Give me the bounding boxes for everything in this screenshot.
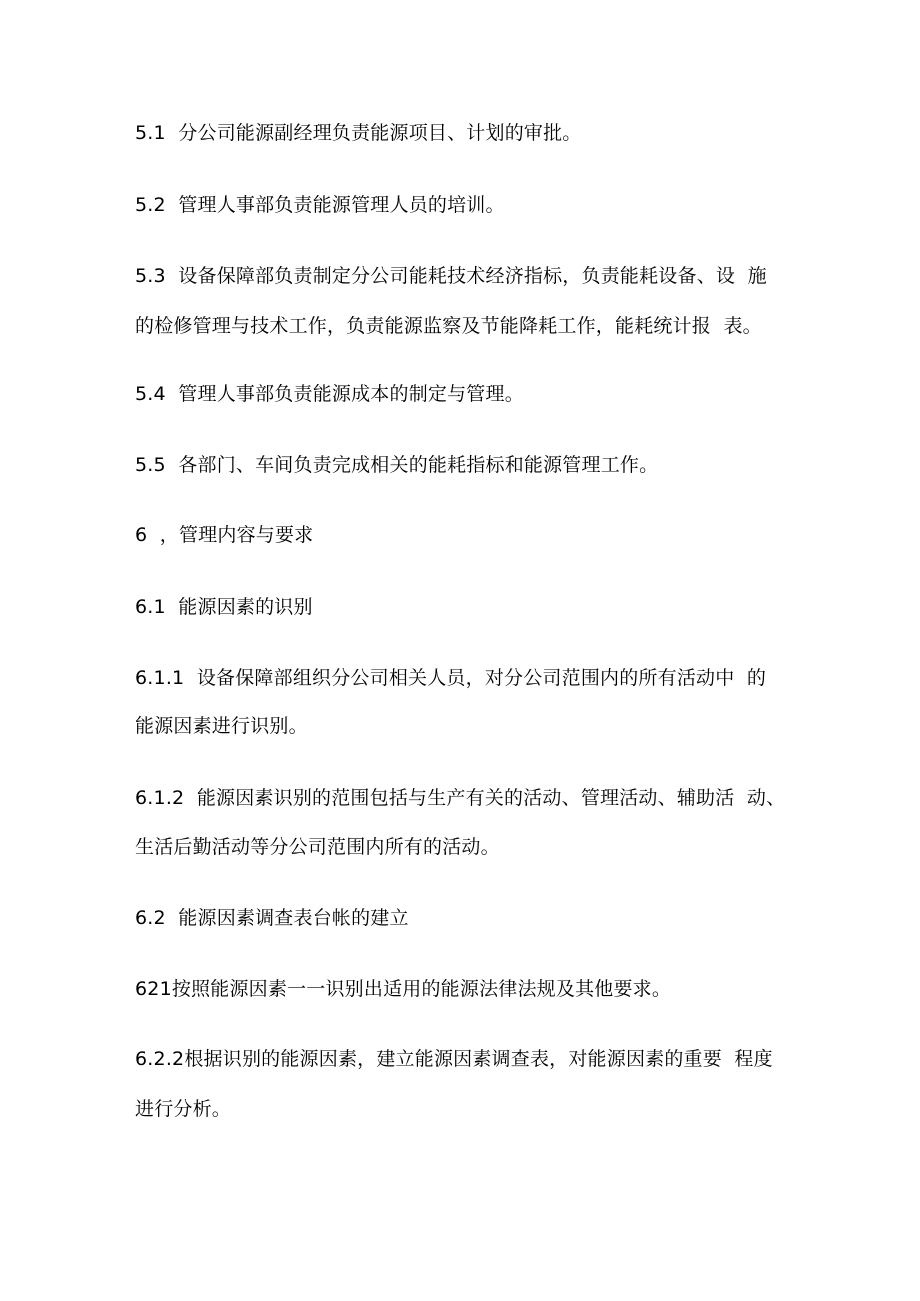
text-line-6-1-1: 6.1.1 设备保障部组织分公司相关人员，对分公司范围内的所有活动中 的 (135, 667, 767, 689)
text-line-6-2-1: 621按照能源因素一一识别出适用的能源法律法规及其他要求。 (135, 978, 672, 1000)
text-line-5-1: 5.1 分公司能源副经理负责能源项目、计划的审批。 (135, 122, 582, 144)
section-heading-6: 6 ，管理内容与要求 (135, 524, 314, 546)
text-line-6-1-1-continued: 能源因素进行识别。 (135, 715, 308, 737)
text-line-5-3: 5.3 设备保障部负责制定分公司能耗技术经济指标，负责能耗设备、设 施 (135, 265, 767, 287)
text-line-5-3-continued: 的检修管理与技术工作，负责能源监察及节能降耗工作，能耗统计报 表。 (135, 315, 762, 337)
text-line-5-5: 5.5 各部门、车间负责完成相关的能耗指标和能源管理工作。 (135, 454, 659, 476)
text-line-5-2: 5.2 管理人事部负责能源管理人员的培训。 (135, 194, 505, 216)
section-heading-6-2: 6.2 能源因素调查表台帐的建立 (135, 907, 409, 929)
text-line-6-1-2: 6.1.2 能源因素识别的范围包括与生产有关的活动、管理活动、辅助活 动、 (135, 787, 786, 809)
text-line-6-1-2-continued: 生活后勤活动等分公司范围内所有的活动。 (135, 836, 500, 858)
text-line-6-2-2: 6.2.2根据识别的能源因素，建立能源因素调查表，对能源因素的重要 程度 (135, 1048, 773, 1070)
text-line-5-4: 5.4 管理人事部负责能源成本的制定与管理。 (135, 383, 524, 405)
section-heading-6-1: 6.1 能源因素的识别 (135, 596, 313, 618)
text-line-6-2-2-continued: 进行分析。 (135, 1098, 232, 1120)
